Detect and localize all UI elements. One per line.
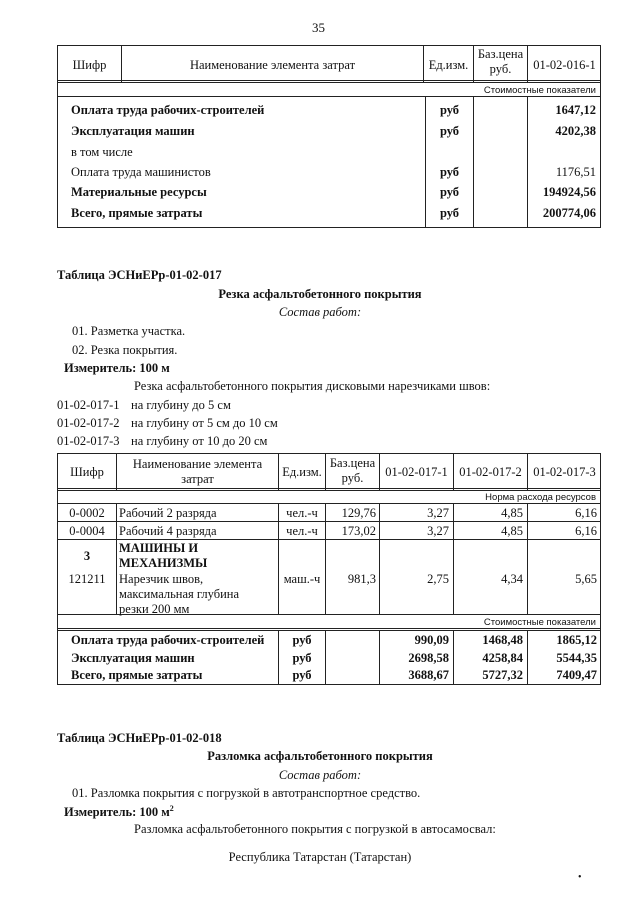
cost-row-value: 1865,12 [556,633,597,647]
cost-row-unit: руб [292,668,312,682]
work-item: 02. Резка покрытия. [72,343,178,357]
cost-row-name: Всего, прямые затраты [71,668,203,682]
row-name: Материальные ресурсы [71,185,207,199]
row-value: 4,85 [501,524,523,538]
scan-mark: • [578,872,582,883]
header-col-3: 01-02-017-3 [533,465,596,479]
cost-row-value: 2698,58 [408,651,449,665]
page-number: 35 [312,20,325,35]
cost-row-value: 4258,84 [482,651,523,665]
header-col-2: 01-02-017-2 [459,465,522,479]
row-value: 3,27 [427,506,449,520]
header-name: Наименование элемента затрат [189,58,356,72]
heading-017: Резка асфальтобетонного покрытия [218,287,422,301]
row-name: Всего, прямые затраты [71,206,203,220]
cost-row-value: 1468,48 [482,633,523,647]
footer-region: Республика Татарстан (Татарстан) [228,850,412,864]
row-price: 173,02 [341,524,376,538]
row-value: 4,85 [501,506,523,520]
heading-018: Разломка асфальтобетонного покрытия [207,749,433,763]
works-title-018: Состав работ: [278,768,362,782]
cost-row-name: Оплата труда рабочих-строителей [71,633,265,647]
cost-row-unit: руб [292,633,312,647]
item-text: на глубину от 5 см до 10 см [131,416,278,430]
machine-value: 5,65 [575,572,597,586]
machine-unit: маш.-ч [283,572,321,586]
cost-row-value: 5727,32 [482,668,523,682]
row-code: 0-0002 [69,506,105,520]
row-value: 3,27 [427,524,449,538]
header-name: Наименование элемента [132,457,263,471]
header-base-price: Баз.цена [477,47,524,61]
cost-row-value: 7409,47 [556,668,597,682]
header-base-price: Баз.цена [329,456,376,470]
meter-018: Измеритель: 100 $м^2$ [64,804,174,820]
work-item: 01. Разметка участка. [72,324,186,338]
row-value: 4202,38 [555,124,596,138]
row-name: Оплата труда рабочих-строителей [71,103,265,117]
cost-row-value: 990,09 [414,633,449,647]
description-018: Разломка асфальтобетонного покрытия с погрузкой в автосамосвал: [134,822,496,836]
row-value: 194924,56 [542,185,596,199]
row-unit: чел.-ч [286,506,318,520]
table-title-017: Таблица ЭСНиЕРр-01-02-017 [57,268,222,282]
work-item: 01. Разломка покрытия с погрузкой в автотранспортное средство. [72,786,421,800]
cost-row-unit: руб [292,651,312,665]
row-value: 6,16 [575,524,597,538]
row-unit: чел.-ч [286,524,318,538]
header-unit: Ед.изм. [428,58,469,72]
section-label: Стоимостные показатели [483,85,596,96]
item-text: на глубину от 10 до 20 см [131,434,268,448]
header-code: Шифр [70,465,104,479]
row-name: Оплата труда машинистов [71,165,211,179]
item-code: 01-02-017-1 [57,398,120,412]
works-title-017: Состав работ: [278,305,362,319]
header-col: 01-02-016-1 [533,58,596,72]
header-col-1: 01-02-017-1 [385,465,448,479]
row-value: 1647,12 [555,103,596,117]
machine-price: 981,3 [347,572,376,586]
description-017: Резка асфальтобетонного покрытия дисковыми нарезчиками швов: [134,379,491,393]
header-code: Шифр [72,58,107,72]
row-value: 200774,06 [542,206,596,220]
item-text: на глубину до 5 см [131,398,231,412]
cost-row-value: 5544,35 [556,651,597,665]
row-unit: руб [439,165,460,179]
row-unit: руб [439,103,460,117]
row-unit: руб [439,185,460,199]
row-name: Эксплуатация машин [71,124,195,138]
row-value: 6,16 [575,506,597,520]
machines-code: 3 [83,549,91,563]
meter-017: Измеритель: 100 м [64,361,170,375]
row-unit: руб [439,124,460,138]
item-code: 01-02-017-2 [57,416,120,430]
machine-value: 2,75 [427,572,449,586]
row-name: Рабочий 4 разряда [119,524,217,538]
machines-title: МАШИНЫ И МЕХАНИЗМЫ [119,541,208,570]
row-code: 0-0004 [69,524,105,538]
row-name: в том числе [71,145,133,159]
machine-name: Нарезчик швов, максимальная глубина резки 200 мм [119,572,240,616]
table-title-018: Таблица ЭСНиЕРр-01-02-018 [57,731,222,745]
row-price: 129,76 [341,506,376,520]
cost-row-value: 3688,67 [408,668,449,682]
item-code: 01-02-017-3 [57,434,120,448]
header-unit: Ед.изм. [282,465,322,479]
section-label: Стоимостные показатели [483,617,596,628]
row-unit: руб [439,206,460,220]
row-value: 1176,51 [555,165,596,179]
section-label: Норма расхода ресурсов [485,492,596,503]
machine-code: 121211 [68,572,106,586]
machine-value: 4,34 [501,572,523,586]
row-name: Рабочий 2 разряда [119,506,217,520]
cost-row-name: Эксплуатация машин [71,651,195,665]
